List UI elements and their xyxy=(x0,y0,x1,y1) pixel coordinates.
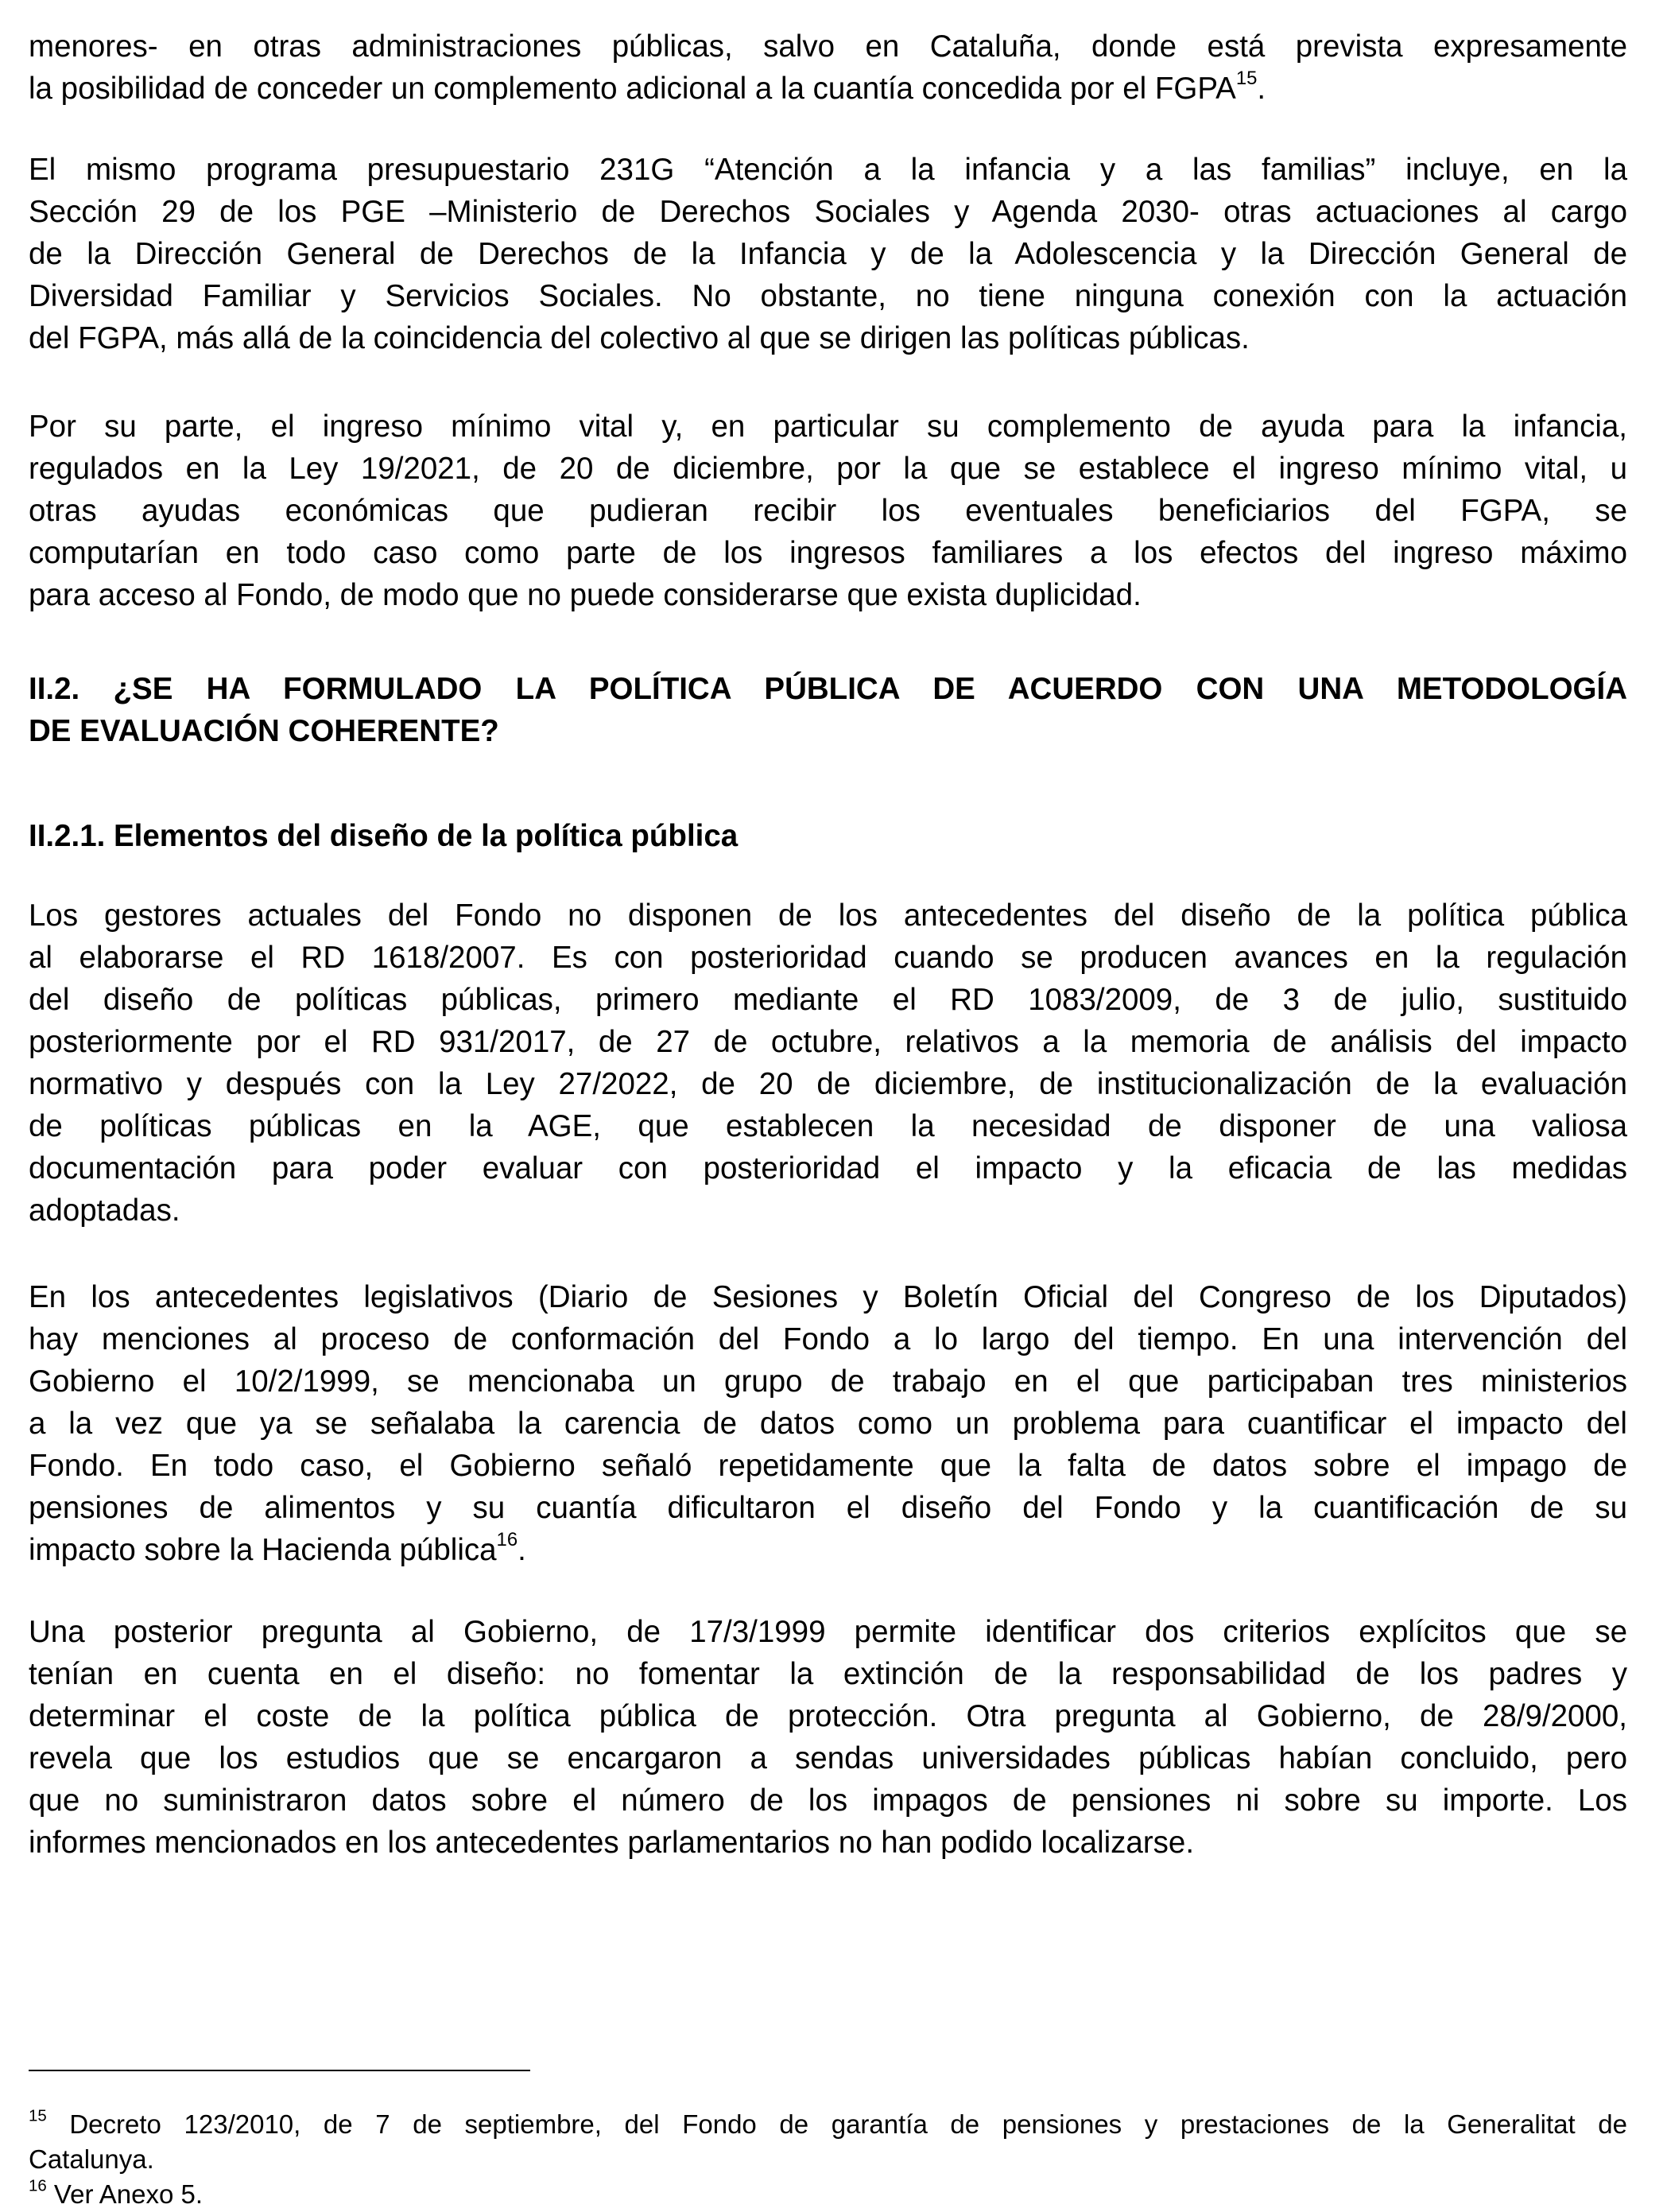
text-segment: de políticas públicas en la AGE, que establecen la necesidad de disponer de una valiosa xyxy=(29,1109,1627,1143)
text-line xyxy=(29,1822,1627,1864)
text-line xyxy=(29,1360,1627,1403)
text-segment: Gobierno el 10/2/1999, se mencionaba un grupo de trabajo en el que participaban tres ministerios xyxy=(29,1364,1627,1399)
text-line xyxy=(29,406,1627,448)
text-segment: otras ayudas económicas que pudieran recibir los eventuales beneficiarios del FGPA, se xyxy=(29,494,1627,528)
text-segment: documentación para poder evaluar con posterioridad el impacto y la eficacia de las medidas xyxy=(29,1151,1627,1186)
heading-h2 xyxy=(29,815,1627,857)
text-line xyxy=(29,1147,1627,1189)
text-line xyxy=(29,979,1627,1021)
text-segment: II.2. ¿SE HA FORMULADO LA POLÍTICA PÚBLICA DE ACUERDO CON UNA METODOLOGÍA xyxy=(29,672,1627,706)
text-line xyxy=(29,1189,1627,1232)
text-segment: menores- en otras administraciones públicas, salvo en Cataluña, donde está prevista expresamente xyxy=(29,29,1627,64)
text-segment: . xyxy=(518,1533,526,1567)
text-line xyxy=(29,1276,1627,1318)
text-segment: posteriormente por el RD 931/2017, de 27 de octubre, relativos a la memoria de análisis del impacto xyxy=(29,1025,1627,1059)
text-segment: Por su parte, el ingreso mínimo vital y, en particular su complemento de ayuda para la infancia, xyxy=(29,409,1627,444)
text-segment: tenían en cuenta en el diseño: no fomentar la extinción de la responsabilidad de los padres y xyxy=(29,1657,1627,1691)
text-line xyxy=(29,149,1627,191)
text-line xyxy=(29,574,1627,616)
text-line xyxy=(29,1063,1627,1105)
text-segment: impacto sobre la Hacienda pública xyxy=(29,1533,497,1567)
text-line xyxy=(29,233,1627,275)
text-segment: . xyxy=(1257,72,1266,106)
text-segment: Fondo. En todo caso, el Gobierno señaló repetidamente que la falta de datos sobre el impago de xyxy=(29,1449,1627,1483)
text-line xyxy=(29,2107,1627,2142)
text-line xyxy=(29,668,1627,710)
text-segment: revela que los estudios que se encargaron a sendas universidades públicas habían concluido, pero xyxy=(29,1741,1627,1775)
text-segment: la posibilidad de conceder un complemento adicional a la cuantía concedida por el FGPA xyxy=(29,72,1236,106)
footnote-separator xyxy=(29,2070,530,2071)
text-line xyxy=(29,1105,1627,1147)
text-line xyxy=(29,68,1627,110)
text-segment: Ver Anexo 5. xyxy=(46,2179,204,2209)
text-line xyxy=(29,317,1627,359)
paragraph-p5 xyxy=(29,1276,1627,1571)
text-line xyxy=(29,2142,1627,2177)
text-line xyxy=(29,1021,1627,1063)
text-line xyxy=(29,1695,1627,1737)
text-segment: a la vez que ya se señalaba la carencia de datos como un problema para cuantificar el impacto del xyxy=(29,1407,1627,1441)
text-line xyxy=(29,710,1627,752)
footnote-fn16 xyxy=(29,2177,1627,2212)
text-line xyxy=(29,1445,1627,1487)
paragraph-p2 xyxy=(29,149,1627,359)
text-line xyxy=(29,1779,1627,1822)
heading-h1 xyxy=(29,668,1627,752)
footnote-reference: 15 xyxy=(29,2106,47,2125)
text-line xyxy=(29,1611,1627,1653)
text-segment: del diseño de políticas públicas, primero mediante el RD 1083/2009, de 3 de julio, sustituido xyxy=(29,983,1627,1017)
text-line xyxy=(29,1487,1627,1529)
footnote-reference: 16 xyxy=(496,1529,518,1551)
text-line xyxy=(29,25,1627,68)
text-segment: adoptadas. xyxy=(29,1193,180,1228)
text-segment: DE EVALUACIÓN COHERENTE? xyxy=(29,714,499,748)
text-line xyxy=(29,532,1627,574)
text-segment: determinar el coste de la política pública de protección. Otra pregunta al Gobierno, de 28/9/2000, xyxy=(29,1699,1627,1733)
paragraph-p3 xyxy=(29,406,1627,616)
text-segment: Catalunya. xyxy=(29,2144,154,2174)
footnote-reference: 15 xyxy=(1235,68,1258,90)
text-line xyxy=(29,275,1627,317)
paragraph-p4 xyxy=(29,895,1627,1232)
text-segment: del FGPA, más allá de la coincidencia del colectivo al que se dirigen las políticas públicas. xyxy=(29,321,1250,355)
text-segment: pensiones de alimentos y su cuantía dificultaron el diseño del Fondo y la cuantificación de su xyxy=(29,1491,1627,1525)
text-line xyxy=(29,937,1627,979)
text-segment: Diversidad Familiar y Servicios Sociales. No obstante, no tiene ninguna conexión con la actuación xyxy=(29,279,1627,313)
text-line xyxy=(29,490,1627,532)
text-line xyxy=(29,1403,1627,1445)
footnote-reference: 16 xyxy=(29,2176,47,2195)
text-line xyxy=(29,1318,1627,1360)
text-line xyxy=(29,815,1627,857)
text-segment: al elaborarse el RD 1618/2007. Es con posterioridad cuando se producen avances en la regulación xyxy=(29,941,1627,975)
text-segment: Sección 29 de los PGE –Ministerio de Derechos Sociales y Agenda 2030- otras actuaciones al cargo xyxy=(29,195,1627,229)
text-segment: que no suministraron datos sobre el número de los impagos de pensiones ni sobre su importe. Los xyxy=(29,1783,1627,1818)
text-segment: informes mencionados en los antecedentes parlamentarios no han podido localizarse. xyxy=(29,1826,1195,1860)
text-segment: Decreto 123/2010, de 7 de septiembre, del Fondo de garantía de pensiones y prestaciones de la Generalitat de xyxy=(46,2109,1627,2139)
text-segment: II.2.1. Elementos del diseño de la política pública xyxy=(29,819,739,853)
text-segment: de la Dirección General de Derechos de la Infancia y de la Adolescencia y la Dirección General de xyxy=(29,237,1627,271)
text-segment: hay menciones al proceso de conformación del Fondo a lo largo del tiempo. En una intervención del xyxy=(29,1322,1627,1356)
text-line xyxy=(29,448,1627,490)
text-line xyxy=(29,1737,1627,1779)
text-line xyxy=(29,1653,1627,1695)
text-line xyxy=(29,895,1627,937)
text-segment: para acceso al Fondo, de modo que no puede considerarse que exista duplicidad. xyxy=(29,578,1142,612)
text-segment: normativo y después con la Ley 27/2022, de 20 de diciembre, de institucionalización de la evaluación xyxy=(29,1067,1627,1101)
text-segment: En los antecedentes legislativos (Diario de Sesiones y Boletín Oficial del Congreso de los Diputados) xyxy=(29,1280,1627,1314)
text-segment: Una posterior pregunta al Gobierno, de 17/3/1999 permite identificar dos criterios explícitos que se xyxy=(29,1615,1627,1649)
text-segment: El mismo programa presupuestario 231G “Atención a la infancia y a las familias” incluye, en la xyxy=(29,153,1627,187)
text-segment: regulados en la Ley 19/2021, de 20 de diciembre, por la que se establece el ingreso mínimo vital, u xyxy=(29,452,1627,486)
footnote-fn15 xyxy=(29,2107,1627,2177)
paragraph-p6 xyxy=(29,1611,1627,1864)
paragraph-p1 xyxy=(29,25,1627,110)
text-segment: Los gestores actuales del Fondo no disponen de los antecedentes del diseño de la política pública xyxy=(29,898,1627,933)
text-line xyxy=(29,1529,1627,1571)
text-line xyxy=(29,191,1627,233)
text-line xyxy=(29,2177,1627,2212)
text-segment: computarían en todo caso como parte de los ingresos familiares a los efectos del ingreso máximo xyxy=(29,536,1627,570)
